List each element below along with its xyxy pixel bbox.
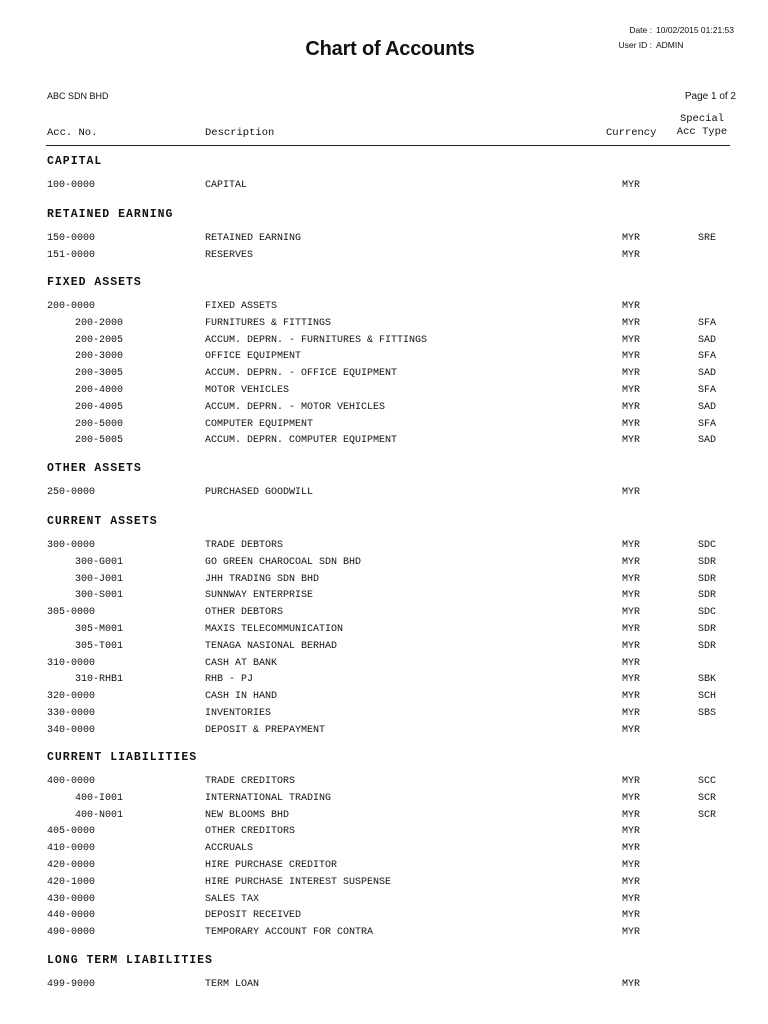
account-description: DEPOSIT RECEIVED [205, 910, 302, 922]
account-description: INTERNATIONAL TRADING [205, 792, 332, 804]
account-type: SDC [698, 607, 717, 619]
account-type: SDC [698, 540, 717, 551]
account-description: ACCUM. DEPRN. - MOTOR VEHICLES [205, 401, 386, 413]
account-currency: MYR [622, 826, 641, 838]
col-description: Description [205, 127, 275, 139]
account-number: 310-0000 [47, 657, 96, 669]
account-number: 430-0000 [47, 893, 96, 905]
col-currency: Currency [606, 127, 657, 139]
account-currency: MYR [622, 368, 641, 380]
account-description: MOTOR VEHICLES [205, 385, 290, 396]
account-currency: MYR [622, 708, 641, 719]
account-row [0, 402, 768, 418]
account-currency: MYR [622, 876, 641, 888]
account-description: FIXED ASSETS [205, 301, 278, 312]
section-title: OTHER ASSETS [47, 462, 142, 475]
account-number: 300-G001 [75, 556, 124, 568]
report-title: Chart of Accounts [305, 38, 475, 60]
account-row [0, 843, 768, 859]
account-number: 330-0000 [47, 708, 96, 719]
account-description: ACCRUALS [205, 843, 254, 855]
account-type: SAD [698, 368, 717, 380]
account-number: 200-0000 [47, 301, 96, 312]
account-number: 305-M001 [75, 624, 124, 635]
account-currency: MYR [622, 607, 641, 619]
account-number: 150-0000 [47, 233, 96, 244]
account-description: GO GREEN CHAROCOAL SDN BHD [205, 556, 362, 568]
account-description: PURCHASED GOODWILL [205, 487, 314, 498]
account-number: 490-0000 [47, 927, 96, 939]
account-description: FURNITURES & FITTINGS [205, 317, 332, 329]
account-currency: MYR [622, 385, 641, 396]
account-type: SFA [698, 418, 717, 430]
account-currency: MYR [622, 674, 641, 686]
account-currency: MYR [622, 540, 641, 551]
account-row [0, 318, 768, 334]
account-row [0, 979, 768, 995]
account-currency: MYR [622, 640, 641, 652]
account-number: 320-0000 [47, 691, 96, 703]
account-description: TRADE DEBTORS [205, 540, 284, 551]
account-currency: MYR [622, 979, 641, 990]
account-type: SCH [698, 691, 717, 703]
company-name: ABC SDN BHD [47, 91, 109, 101]
account-number: 200-2000 [75, 317, 124, 329]
account-row [0, 301, 768, 317]
account-row [0, 335, 768, 351]
account-row [0, 180, 768, 196]
account-row [0, 368, 768, 384]
account-row [0, 419, 768, 435]
col-acc-type [672, 113, 732, 139]
account-number: 200-2005 [75, 334, 124, 346]
account-currency: MYR [622, 927, 641, 939]
account-row [0, 658, 768, 674]
account-description: ACCUM. DEPRN. - FURNITURES & FITTINGS [205, 334, 428, 346]
account-row [0, 487, 768, 503]
account-number: 420-0000 [47, 860, 96, 871]
account-description: SALES TAX [205, 893, 260, 905]
account-description: ACCUM. DEPRN. COMPUTER EQUIPMENT [205, 435, 398, 447]
account-currency: MYR [622, 573, 641, 585]
account-number: 400-I001 [75, 792, 124, 804]
account-row [0, 540, 768, 556]
account-type: SFA [698, 351, 717, 363]
account-type: SDR [698, 624, 717, 635]
column-headers [0, 112, 768, 146]
page-number: Page 1 of 2 [684, 91, 736, 102]
date-row [612, 23, 734, 38]
account-description: RESERVES [205, 249, 254, 261]
account-description: ACCUM. DEPRN. - OFFICE EQUIPMENT [205, 368, 398, 380]
account-number: 400-N001 [75, 809, 124, 821]
account-description: TERM LOAN [205, 979, 260, 990]
account-number: 405-0000 [47, 826, 96, 838]
account-currency: MYR [622, 910, 641, 922]
account-type: SAD [698, 334, 717, 346]
account-type: SCR [698, 809, 717, 821]
account-description: OTHER CREDITORS [205, 826, 296, 838]
account-row [0, 793, 768, 809]
account-row [0, 691, 768, 707]
account-row [0, 574, 768, 590]
account-number: 200-3005 [75, 368, 124, 380]
account-number: 250-0000 [47, 487, 96, 498]
account-type: SFA [698, 385, 717, 396]
account-number: 300-J001 [75, 573, 124, 585]
account-description: INVENTORIES [205, 708, 272, 719]
account-currency: MYR [622, 556, 641, 568]
account-number: 499-9000 [47, 979, 96, 990]
account-type: SCR [698, 792, 717, 804]
user-id-value: ADMIN [656, 40, 684, 50]
account-description: TEMPORARY ACCOUNT FOR CONTRA [205, 927, 374, 939]
account-description: DEPOSIT & PREPAYMENT [205, 724, 326, 736]
account-row [0, 708, 768, 724]
account-currency: MYR [622, 860, 641, 871]
account-currency: MYR [622, 435, 641, 447]
account-currency: MYR [622, 657, 641, 669]
account-description: RETAINED EARNING [205, 233, 302, 244]
account-currency: MYR [622, 180, 641, 191]
account-currency: MYR [622, 893, 641, 905]
account-currency: MYR [622, 334, 641, 346]
account-type: SFA [698, 317, 717, 329]
account-type: SDR [698, 590, 717, 602]
account-currency: MYR [622, 249, 641, 261]
account-description: OFFICE EQUIPMENT [205, 351, 302, 363]
account-row [0, 351, 768, 367]
account-description: OTHER DEBTORS [205, 607, 284, 619]
account-row [0, 385, 768, 401]
account-type: SCC [698, 776, 717, 787]
account-currency: MYR [622, 233, 641, 244]
account-row [0, 557, 768, 573]
account-type: SDR [698, 640, 717, 652]
account-currency: MYR [622, 724, 641, 736]
account-type: SDR [698, 573, 717, 585]
account-description: TENAGA NASIONAL BERHAD [205, 640, 338, 652]
header-divider [46, 145, 730, 146]
account-row [0, 435, 768, 451]
account-type: SBK [698, 674, 717, 686]
account-row [0, 910, 768, 926]
account-currency: MYR [622, 691, 641, 703]
account-currency: MYR [622, 317, 641, 329]
account-row [0, 810, 768, 826]
col-acc-type-line1: Special [679, 113, 725, 125]
account-number: 200-4005 [75, 401, 124, 413]
account-number: 340-0000 [47, 724, 96, 736]
section-title: CAPITAL [47, 155, 103, 168]
account-number: 305-0000 [47, 607, 96, 619]
account-currency: MYR [622, 624, 641, 635]
account-currency: MYR [622, 401, 641, 413]
account-number: 151-0000 [47, 249, 96, 261]
account-currency: MYR [622, 487, 641, 498]
account-description: HIRE PURCHASE INTEREST SUSPENSE [205, 876, 392, 888]
date-label: Date : [629, 25, 652, 35]
account-currency: MYR [622, 590, 641, 602]
date-value: 10/02/2015 01:21:53 [656, 25, 734, 35]
account-row [0, 233, 768, 249]
account-row [0, 877, 768, 893]
account-number: 200-3000 [75, 351, 124, 363]
account-number: 305-T001 [75, 640, 124, 652]
account-description: TRADE CREDITORS [205, 776, 296, 787]
account-currency: MYR [622, 351, 641, 363]
account-description: JHH TRADING SDN BHD [205, 573, 320, 585]
account-row [0, 826, 768, 842]
section-title: CURRENT LIABILITIES [47, 751, 198, 764]
account-row [0, 860, 768, 876]
account-description: MAXIS TELECOMMUNICATION [205, 624, 344, 635]
account-currency: MYR [622, 418, 641, 430]
account-description: COMPUTER EQUIPMENT [205, 418, 314, 430]
section-title: CURRENT ASSETS [47, 515, 158, 528]
account-description: NEW BLOOMS BHD [205, 809, 290, 821]
account-type: SAD [698, 401, 717, 413]
col-acc-type-line2: Acc Type [676, 126, 728, 138]
account-type: SBS [698, 708, 717, 719]
account-type: SAD [698, 435, 717, 447]
account-row [0, 590, 768, 606]
account-number: 420-1000 [47, 876, 96, 888]
section-title: LONG TERM LIABILITIES [47, 954, 213, 967]
section-title: RETAINED EARNING [47, 208, 174, 221]
account-currency: MYR [622, 792, 641, 804]
account-description: HIRE PURCHASE CREDITOR [205, 860, 338, 871]
account-row [0, 725, 768, 741]
section-title: FIXED ASSETS [47, 276, 142, 289]
account-number: 100-0000 [47, 180, 96, 191]
account-row [0, 607, 768, 623]
account-type: SDR [698, 556, 717, 568]
account-number: 400-0000 [47, 776, 96, 787]
account-row [0, 927, 768, 943]
user-id-label: User ID : [618, 40, 652, 50]
account-row [0, 894, 768, 910]
account-row [0, 674, 768, 690]
account-currency: MYR [622, 301, 641, 312]
account-row [0, 624, 768, 640]
account-row [0, 641, 768, 657]
account-row [0, 776, 768, 792]
account-description: CAPITAL [205, 180, 248, 191]
account-row [0, 250, 768, 266]
account-currency: MYR [622, 809, 641, 821]
account-number: 200-4000 [75, 385, 124, 396]
account-number: 410-0000 [47, 843, 96, 855]
account-currency: MYR [622, 776, 641, 787]
account-number: 310-RHB1 [75, 674, 124, 686]
account-number: 300-0000 [47, 540, 96, 551]
account-description: RHB - PJ [205, 674, 254, 686]
account-description: CASH AT BANK [205, 657, 278, 669]
account-description: CASH IN HAND [205, 691, 278, 703]
account-description: SUNNWAY ENTERPRISE [205, 590, 314, 602]
account-number: 440-0000 [47, 910, 96, 922]
account-number: 200-5005 [75, 435, 124, 447]
account-number: 300-S001 [75, 590, 124, 602]
col-acc-no: Acc. No. [47, 127, 98, 139]
account-currency: MYR [622, 843, 641, 855]
account-number: 200-5000 [75, 418, 124, 430]
account-type: SRE [698, 233, 717, 244]
